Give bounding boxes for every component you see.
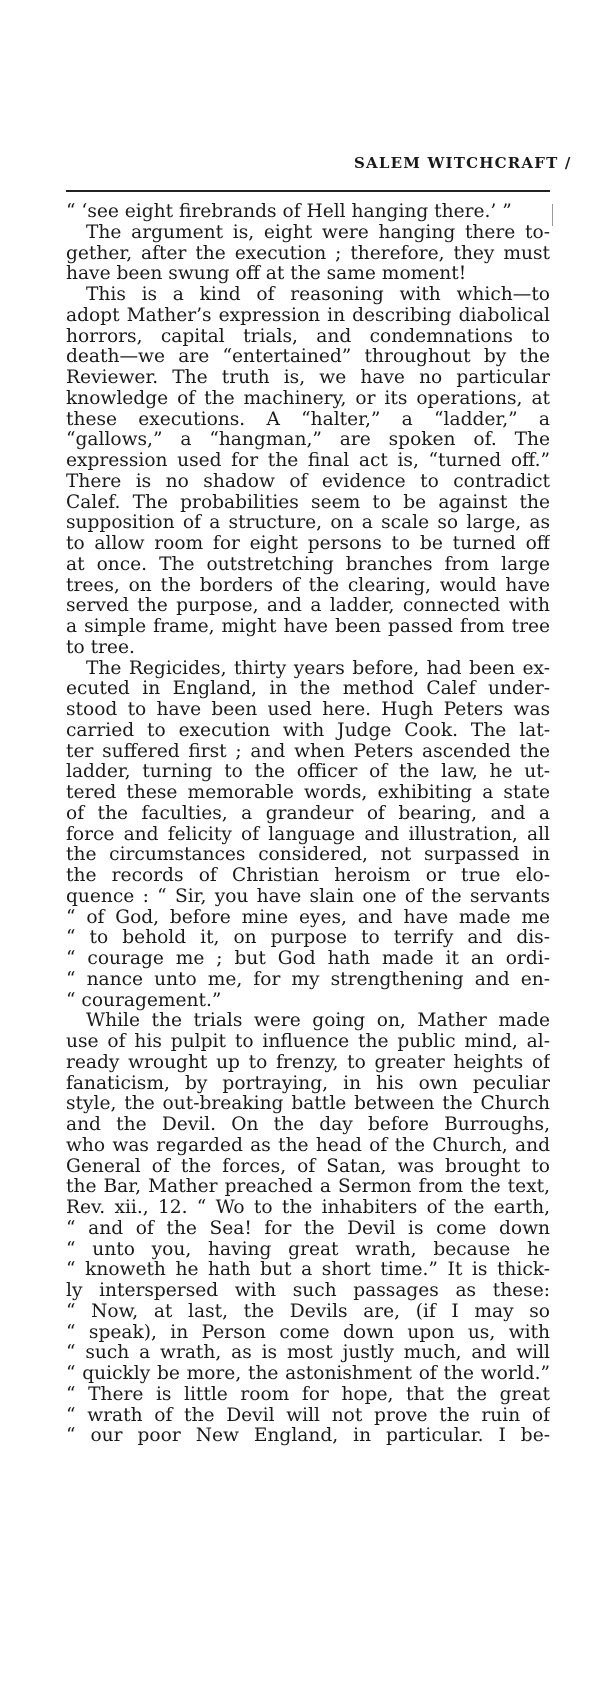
text-line: The Regicides, thirty years before, had been ex- [86, 658, 550, 679]
text-line: gether, after the execution ; therefore, they must [66, 243, 550, 264]
text-line: “ such a wrath, as is most justly much, and will [66, 1343, 550, 1364]
text-line: to allow room for eight persons to be turned off [66, 534, 550, 554]
text-line: “ knoweth he hath but a short time.” It is thick- [66, 1260, 550, 1281]
text-line: General of the forces, of Satan, was brought to [66, 1156, 550, 1177]
text-line: horrors, capital trials, and condemnations to [66, 326, 550, 347]
text-line: quence : “ Sir, you have slain one of the servants [66, 886, 550, 907]
text-line: “ of God, before mine eyes, and have made me [66, 907, 550, 928]
text-line: served the purpose, and a ladder, connected with [66, 596, 550, 617]
text-line: the circumstances considered, not surpassed in [66, 845, 550, 866]
text-line: the records of Christian heroism or true elo- [66, 866, 550, 886]
text-line: death—we are “entertained” throughout by the [66, 347, 550, 368]
header-rule [66, 190, 550, 192]
text-line: trees, on the borders of the clearing, would have [66, 575, 550, 596]
text-line: There is no shadow of evidence to contradict [66, 471, 550, 492]
text-line: “ Now, at last, the Devils are, (if I may so [66, 1301, 550, 1322]
text-line: ladder, turning to the officer of the law, he ut- [66, 762, 550, 783]
text-line: ly interspersed with such passages as these: [66, 1281, 550, 1301]
text-line: who was regarded as the head of the Church, and [66, 1135, 550, 1156]
text-line: these executions. A “halter,” a “ladder,” a [66, 409, 550, 430]
text-line: tered these memorable words, exhibiting a state [66, 783, 550, 803]
text-line: ready wrought up to frenzy, to greater heights of [66, 1052, 550, 1073]
text-line: ter suffered first ; and when Peters ascended the [66, 741, 550, 762]
text-line: The argument is, eight were hanging there to- [86, 222, 550, 243]
text-line: adopt Mather’s expression in describing diabolical [66, 305, 550, 326]
text-line: “ our poor New England, in particular. I be- [66, 1426, 550, 1447]
text-line: at once. The outstretching branches from large [66, 554, 550, 575]
text-line: and the Devil. On the day before Burroughs, [66, 1115, 550, 1135]
text-line: Reviewer. The truth is, we have no particular [66, 368, 550, 388]
text-line: Calef. The probabilities seem to be against the [66, 492, 550, 513]
text-line: Rev. xii., 12. “ Wo to the inhabiters of the earth, [66, 1198, 550, 1218]
text-line: supposition of a structure, on a scale so large, as [66, 513, 550, 534]
text-line: stood to have been used here. Hugh Peters was [66, 700, 550, 720]
text-line: force and felicity of language and illustration, all [66, 824, 550, 845]
text-line: carried to execution with Judge Cook. The lat- [66, 720, 550, 741]
text-line: to tree. [66, 637, 135, 658]
text-line: “ speak), in Person come down upon us, with [66, 1322, 550, 1343]
text-line: fanaticism, by portraying, in his own peculiar [66, 1073, 550, 1094]
text-line: While the trials were going on, Mather made [86, 1011, 550, 1032]
text-line: “ quickly be more, the astonishment of the world.” [66, 1364, 550, 1384]
text-line: “ ‘see eight firebrands of Hell hanging there.’ ” [66, 202, 512, 222]
text-line: “ and of the Sea! for the Devil is come down [66, 1218, 550, 1239]
text-line: style, the out-breaking battle between the Church [66, 1094, 550, 1115]
text-line: have been swung off at the same moment! [66, 264, 467, 285]
body-text [66, 202, 550, 1447]
text-line: a simple frame, might have been passed from tree [66, 617, 550, 637]
text-line: expression used for the final act is, “turned off.” [66, 451, 550, 471]
text-line: “ to behold it, on purpose to terrify and dis- [66, 928, 550, 949]
text-line: “gallows,” a “hangman,” are spoken of. The [66, 430, 550, 451]
text-line: knowledge of the machinery, or its operations, at [66, 388, 550, 409]
margin-mark [552, 204, 553, 226]
text-line: This is a kind of reasoning with which—to [86, 285, 550, 305]
text-line: “ nance unto me, for my strengthening and en- [66, 969, 550, 990]
text-line: “ couragement.” [66, 990, 222, 1011]
text-line: the Bar, Mather preached a Sermon from the text, [66, 1177, 550, 1198]
text-line: ecuted in England, in the method Calef under- [66, 679, 550, 700]
text-line: use of his pulpit to influence the public mind, al- [66, 1032, 550, 1052]
text-line: “ wrath of the Devil will not prove the ruin of [66, 1405, 550, 1426]
text-line: of the faculties, a grandeur of bearing, and a [66, 803, 550, 824]
running-head: SALEM WITCHCRAFT / [354, 154, 572, 172]
text-line: “ There is little room for hope, that the great [66, 1384, 550, 1405]
text-line: “ unto you, having great wrath, because he [66, 1239, 550, 1260]
text-line: “ courage me ; but God hath made it an ordi- [66, 949, 550, 969]
